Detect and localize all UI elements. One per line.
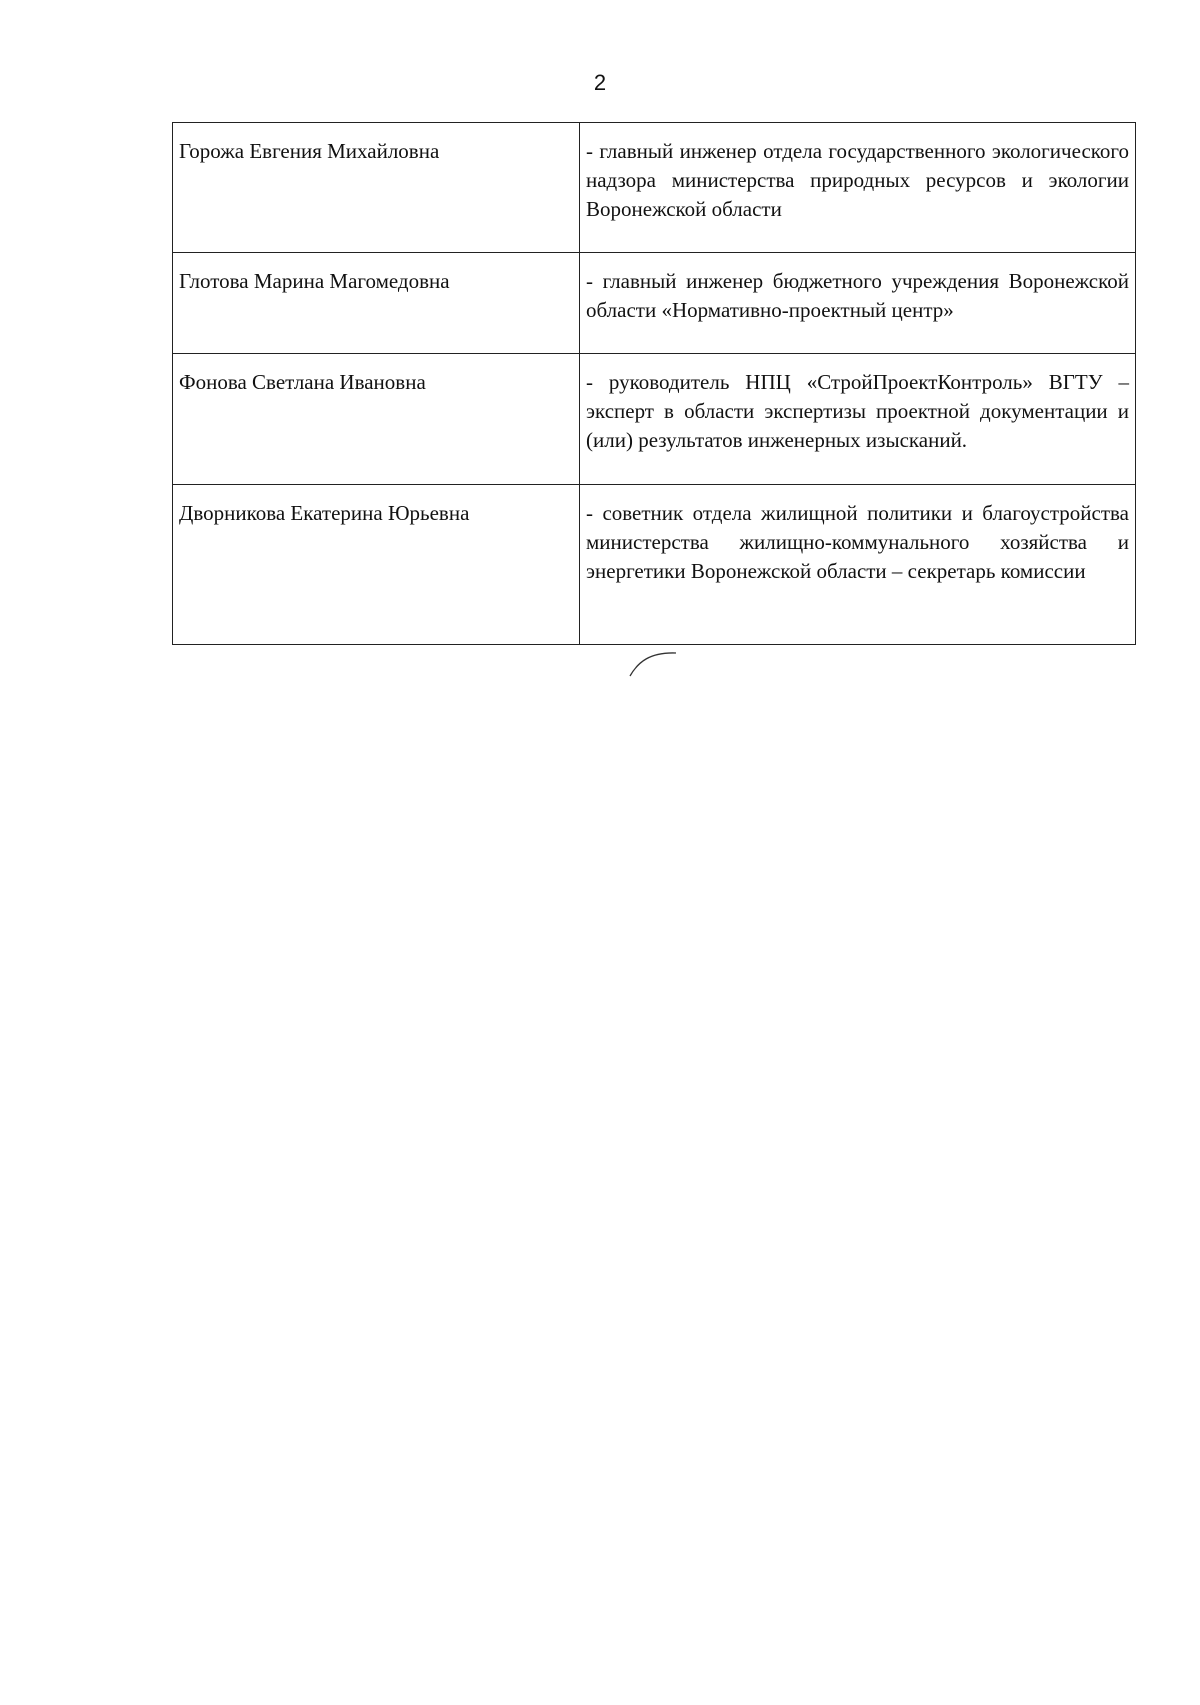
member-name: Фонова Светлана Ивановна	[173, 354, 580, 485]
table-row	[173, 123, 1136, 253]
table-row	[173, 354, 1136, 485]
member-name: Дворникова Екатерина Юрьевна	[173, 485, 580, 645]
member-description: - руководитель НПЦ «СтройПроектКонтроль» ВГТУ – эксперт в области экспертизы проектной документации и (или) результатов инженерных изысканий.	[580, 354, 1136, 485]
member-description: - советник отдела жилищной политики и благоустройства министерства жилищно-коммунального хозяйства и энергетики Воронежской области – секретарь комиссии	[580, 485, 1136, 645]
members-table	[172, 122, 1136, 645]
member-description: - главный инженер бюджетного учреждения Воронежской области «Нормативно-проектный центр»	[580, 253, 1136, 354]
table-row	[173, 485, 1136, 645]
member-description: - главный инженер отдела государственного экологического надзора министерства природных ресурсов и экологии Воронежской области	[580, 123, 1136, 253]
table-row	[173, 253, 1136, 354]
signature-mark	[628, 648, 688, 678]
member-name: Глотова Марина Магомедовна	[173, 253, 580, 354]
page-number: 2	[593, 70, 607, 95]
member-name: Горожа Евгения Михайловна	[173, 123, 580, 253]
